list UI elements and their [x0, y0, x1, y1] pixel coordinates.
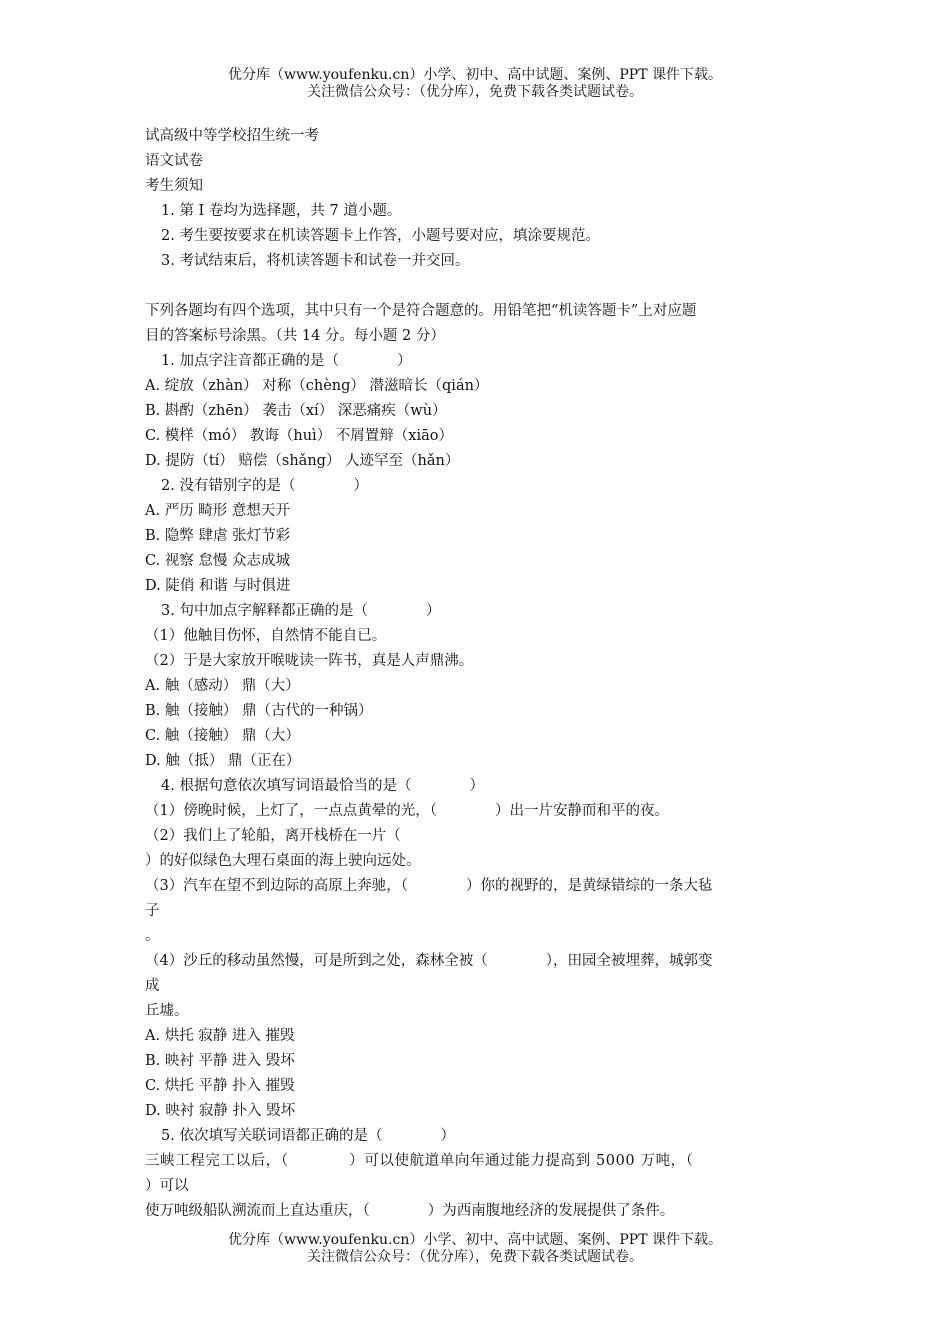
question-4-option-c: C. 烘托 平静 扑入 摧毁	[145, 1078, 295, 1094]
question-4-sentence-4b: 成	[145, 978, 160, 994]
page-header	[0, 67, 950, 101]
question-4-option-d: D. 映衬 寂静 扑入 毁坏	[145, 1103, 296, 1119]
question-5-line-3: 使万吨级船队溯流而上直达重庆，（ ）为西南腹地经济的发展提供了条件。	[145, 1203, 675, 1219]
question-4-sentence-3b: 子	[145, 903, 160, 919]
question-3-sentence: （2）于是大家放开喉咙读一阵书，真是人声鼎沸。	[145, 653, 474, 669]
question-1-option-a: A. 绽放（zhàn） 对称（chèng） 潜滋暗长（qián）	[145, 378, 489, 394]
question-4-sentence-3a: （3）汽车在望不到边际的高原上奔驰，（ ）你的视野的，是黄绿错综的一条大毡	[145, 878, 713, 894]
instruction-line: 下列各题均有四个选项，其中只有一个是符合题意的。用铅笔把“机读答题卡”上对应题	[145, 303, 697, 319]
notice-item: 1. 第 I 卷均为选择题，共 7 道小题。	[161, 203, 402, 219]
blank-line	[145, 274, 810, 299]
question-3-option-c: C. 触（接触） 鼎（大）	[145, 728, 300, 744]
question-1-option-d: D. 提防（tí） 赔偿（shǎng） 人迹罕至（hǎn）	[145, 453, 460, 469]
question-4-sentence-2b: ）的好似绿色大理石桌面的海上驶向远处。	[145, 853, 421, 869]
question-3-option-b: B. 触（接触） 鼎（古代的一种锅）	[145, 703, 373, 719]
notice-heading: 考生须知	[145, 178, 203, 194]
notice-item: 3. 考试结束后，将机读答题卡和试卷一并交回。	[161, 253, 470, 269]
question-2-option-c: C. 视察 怠慢 众志成城	[145, 553, 291, 569]
notice-item: 2. 考生要按要求在机读答题卡上作答，小题号要对应，填涂要规范。	[161, 228, 600, 244]
exam-body	[145, 124, 810, 1224]
question-5-line-1: 三峡工程完工以后，（ ）可以使航道单向年通过能力提高到 5000 万吨，（	[145, 1153, 694, 1169]
question-3-option-d: D. 触（抵） 鼎（正在）	[145, 753, 301, 769]
instruction-line: 目的答案标号涂黑。（共 14 分。每小题 2 分）	[145, 328, 445, 344]
question-3-stem: 3. 句中加点字解释都正确的是（ ）	[161, 603, 441, 619]
footer-line-1: 优分库（www.youfenku.cn）小学、初中、高中试题、案例、PPT 课件下载。	[227, 1232, 722, 1248]
question-5-stem: 5. 依次填写关联词语都正确的是（ ）	[161, 1128, 455, 1144]
question-4-option-b: B. 映衬 平静 进入 毁坏	[145, 1053, 295, 1069]
question-4-stem: 4. 根据句意依次填写词语最恰当的是（ ）	[161, 778, 484, 794]
page-footer	[0, 1232, 950, 1266]
question-1-option-b: B. 斟酌（zhēn） 袭击（xí） 深恶痛疾（wù）	[145, 403, 447, 419]
question-1-stem: 1. 加点字注音都正确的是（ ）	[161, 353, 412, 369]
exam-title: 试高级中等学校招生统一考	[145, 128, 319, 144]
question-3-sentence: （1）他触目伤怀，自然情不能自已。	[145, 628, 387, 644]
question-4-sentence-4c: 丘墟。	[145, 1003, 189, 1019]
question-2-option-b: B. 隐弊 肆虐 张灯节彩	[145, 528, 291, 544]
question-1-option-c: C. 模样（mó） 教诲（huì） 不屑置辩（xiāo）	[145, 428, 453, 444]
question-4-option-a: A. 烘托 寂静 进入 摧毁	[145, 1028, 295, 1044]
header-line-1: 优分库（www.youfenku.cn）小学、初中、高中试题、案例、PPT 课件下载。	[227, 67, 722, 83]
question-4-sentence-2a: （2）我们上了轮船，离开栈桥在一片（	[145, 828, 401, 844]
question-4-sentence-3c: 。	[145, 928, 160, 944]
question-5-line-2: ）可以	[145, 1178, 189, 1194]
question-2-stem: 2. 没有错别字的是（ ）	[161, 478, 368, 494]
exam-subject: 语文试卷	[145, 153, 203, 169]
question-4-sentence-4a: （4）沙丘的移动虽然慢，可是所到之处，森林全被（ ），田园全被埋葬，城郭变	[145, 953, 713, 969]
question-2-option-a: A. 严历 畸形 意想天开	[145, 503, 290, 519]
question-2-option-d: D. 陡俏 和谐 与时俱进	[145, 578, 291, 594]
footer-line-2: 关注微信公众号：（优分库），免费下载各类试题试卷。	[307, 1249, 643, 1265]
header-line-2: 关注微信公众号：（优分库），免费下载各类试题试卷。	[307, 84, 643, 100]
question-3-option-a: A. 触（感动） 鼎（大）	[145, 678, 300, 694]
question-4-sentence-1: （1）傍晚时候，上灯了，一点点黄晕的光，（ ）出一片安静而和平的夜。	[145, 803, 669, 819]
